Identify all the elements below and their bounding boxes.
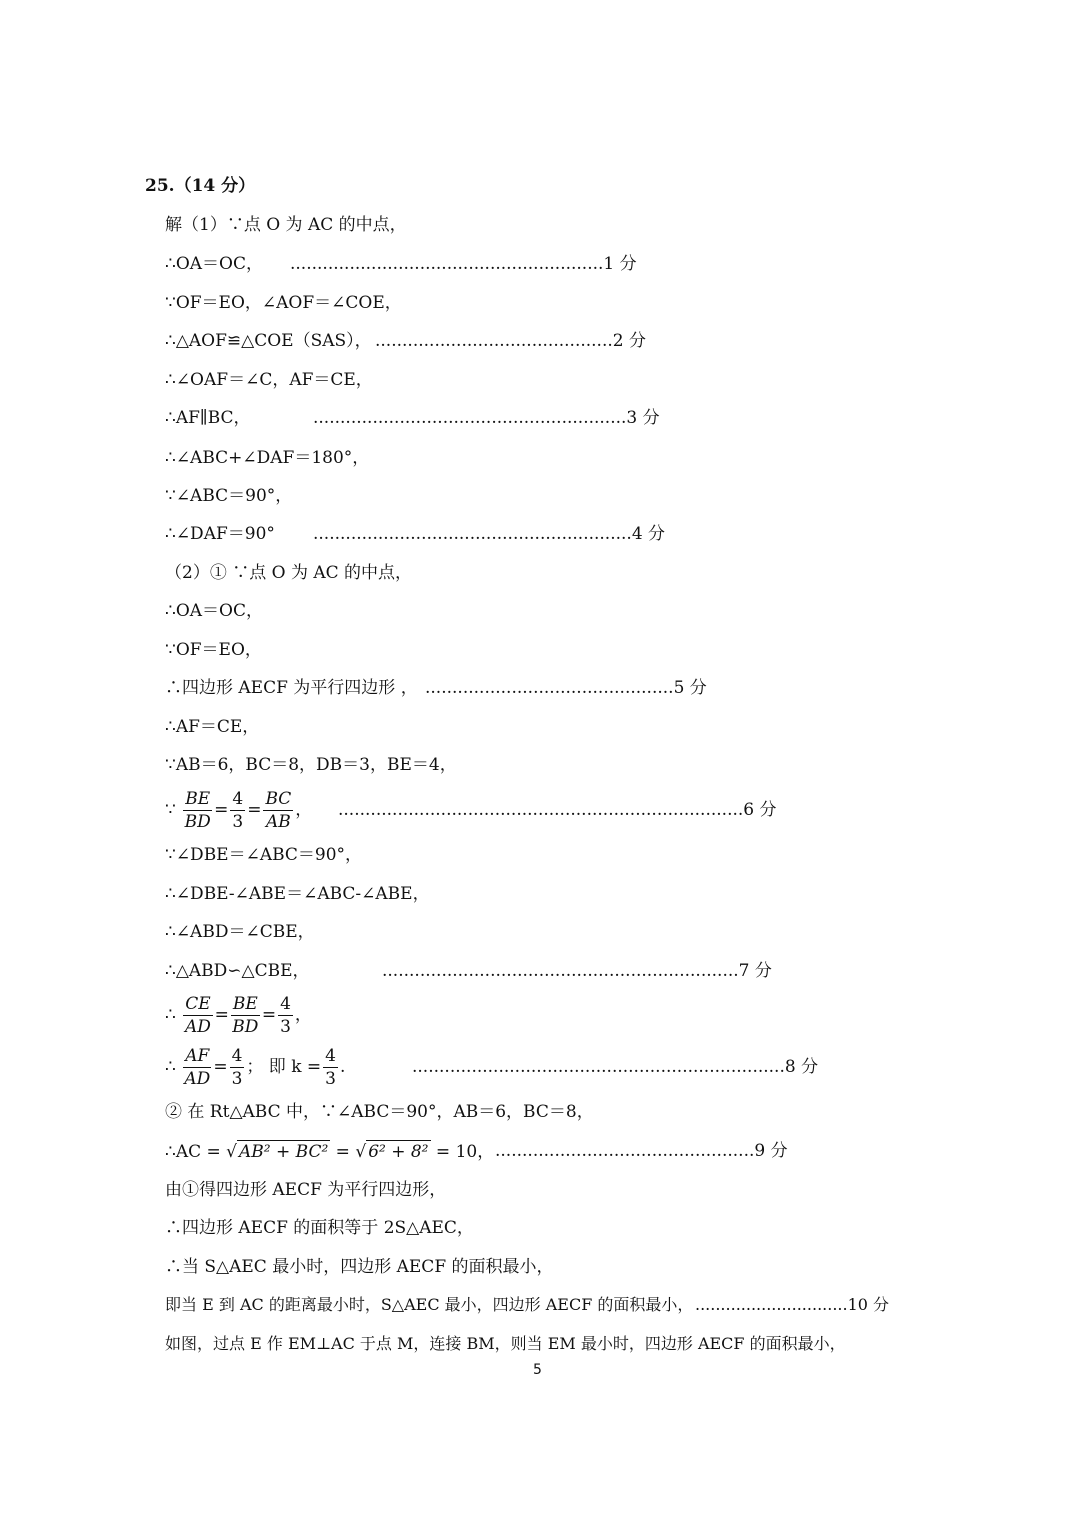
question-heading: 25.（14 分）: [145, 176, 256, 196]
line-9: ∴∠DAF＝90°: [165, 524, 275, 544]
score-4: ...........................................................4 分: [313, 524, 666, 544]
fraction-be-bd: [231, 993, 260, 1038]
line-25: 由①得四边形 AECF 为平行四边形，: [165, 1180, 447, 1200]
score-1: ..........................................................1 分: [290, 254, 637, 274]
score-3: ..........................................................3 分: [313, 408, 660, 428]
line-29: 如图，过点 E 作 EM⊥AC 于点 M，连接 BM，则当 EM 最小时，四边形 AECF 的面积最小，: [165, 1334, 846, 1353]
line-18: ∴∠DBE-∠ABE＝∠ABC-∠ABE，: [165, 884, 430, 904]
fraction-denominator: 3: [231, 1069, 243, 1089]
fraction-denominator: 3: [325, 1069, 336, 1089]
fraction-prefix: ∴: [165, 1057, 176, 1077]
line-4: ∴△AOF≌△COE（SAS），: [165, 331, 372, 351]
fraction-numerator: AF: [185, 1046, 210, 1066]
fraction-4-3: [278, 993, 293, 1038]
line-16-fraction: ∵ $\frac{BE}{BD}$ = $\frac{4}{3}$ = $\frac{BC}{AB}$ ，: [165, 789, 313, 832]
score-10: ..............................10 分: [695, 1295, 890, 1314]
fraction-denominator: BD: [232, 1017, 259, 1037]
line-23: ② 在 Rt△ABC 中，∵∠ABC＝90°，AB＝6，BC＝8，: [165, 1102, 594, 1122]
score-2: ............................................2 分: [375, 331, 647, 351]
line-24-ac: ∴AC = √ AB² + BC² = √ 6² + 8² = 10，: [165, 1142, 495, 1162]
line-11: ∴OA＝OC，: [165, 601, 263, 621]
score-5: ..............................................5 分: [425, 678, 707, 698]
fraction-numerator: 4: [232, 789, 244, 809]
line-17: ∵∠DBE＝∠ABC＝90°，: [165, 845, 363, 865]
fraction-prefix: ∵: [165, 800, 176, 820]
line-6: ∴AF∥BC，: [165, 408, 251, 428]
score-8: .....................................................................8 分: [412, 1057, 819, 1077]
line-15: ∵AB＝6，BC＝8，DB＝3，BE＝4，: [165, 755, 457, 775]
line-26: ∴四边形 AECF 的面积等于 2S△AEC，: [165, 1218, 474, 1238]
ac-tail: = 10，: [430, 1142, 495, 1162]
line-10: （2）① ∵点 O 为 AC 的中点，: [165, 563, 413, 583]
fraction-numerator: 4: [280, 994, 291, 1014]
fraction-numerator: CE: [185, 994, 211, 1014]
score-7: ..................................................................7 分: [382, 961, 772, 981]
fraction-denominator: BD: [184, 812, 211, 832]
fraction-numerator: BE: [185, 789, 211, 809]
line-12: ∵OF＝EO，: [165, 640, 262, 660]
fraction-denominator: AD: [184, 1017, 211, 1037]
score-9: ................................................9 分: [495, 1141, 788, 1161]
line-22-fraction: ∴ $\frac{AF}{AD}$ = $\frac{4}{3}$ ； 即 k = $\frac{4}{3}$ .: [165, 1046, 346, 1089]
fraction-denominator: 3: [280, 1017, 291, 1037]
fraction-4-3: [230, 788, 245, 833]
fraction-af-ad: [183, 1045, 211, 1090]
line-1: 解（1）∵点 O 为 AC 的中点，: [165, 215, 407, 235]
score-6: ...........................................................................6 分: [338, 800, 777, 820]
radicand-2: 6² + 8²: [368, 1142, 429, 1162]
page-number: 5: [533, 1362, 542, 1378]
line-21-fraction: ∴ $\frac{CE}{AD}$ = $\frac{BE}{BD}$ = $\frac{4}{3}$ ，: [165, 994, 312, 1037]
fraction-suffix: ，: [295, 800, 313, 820]
fraction-denominator: AB: [265, 812, 291, 832]
line-20: ∴△ABD∽△CBE，: [165, 961, 310, 981]
line-8: ∵∠ABC＝90°，: [165, 486, 293, 506]
line-3: ∵OF＝EO，∠AOF＝∠COE，: [165, 293, 402, 313]
fraction-bc-ab: [263, 788, 293, 833]
line-14: ∴AF＝CE，: [165, 717, 260, 737]
fraction-prefix: ∴: [165, 1005, 176, 1025]
fraction-denominator: AD: [184, 1069, 211, 1089]
fraction-k-value: [323, 1045, 338, 1090]
line-7: ∴∠ABC+∠DAF＝180°，: [165, 448, 370, 468]
ac-eq: =: [330, 1142, 356, 1162]
fraction-mid-text: ； 即 k =: [246, 1057, 322, 1077]
line-2: ∴OA＝OC，: [165, 254, 263, 274]
ac-lead: ∴AC =: [165, 1142, 227, 1162]
fraction-denominator: 3: [232, 812, 244, 832]
line-13: ∴四边形 AECF 为平行四边形 ，: [165, 678, 418, 698]
fraction-be-bd: [183, 788, 212, 833]
fraction-numerator: 4: [231, 1046, 243, 1066]
line-5: ∴∠OAF＝∠C，AF＝CE，: [165, 370, 373, 390]
radicand-1: AB² + BC²: [239, 1142, 329, 1162]
fraction-suffix: .: [339, 1057, 346, 1077]
line-28: 即当 E 到 AC 的距离最小时，S△AEC 最小，四边形 AECF 的面积最小，: [165, 1295, 694, 1314]
fraction-numerator: 4: [325, 1046, 336, 1066]
line-19: ∴∠ABD＝∠CBE，: [165, 922, 315, 942]
line-27: ∴当 S△AEC 最小时，四边形 AECF 的面积最小，: [165, 1257, 554, 1277]
fraction-numerator: BC: [265, 789, 292, 809]
fraction-numerator: BE: [232, 994, 258, 1014]
fraction-suffix: ，: [294, 1005, 312, 1025]
fraction-ce-ad: [183, 993, 212, 1038]
fraction-4-3: [230, 1045, 245, 1090]
